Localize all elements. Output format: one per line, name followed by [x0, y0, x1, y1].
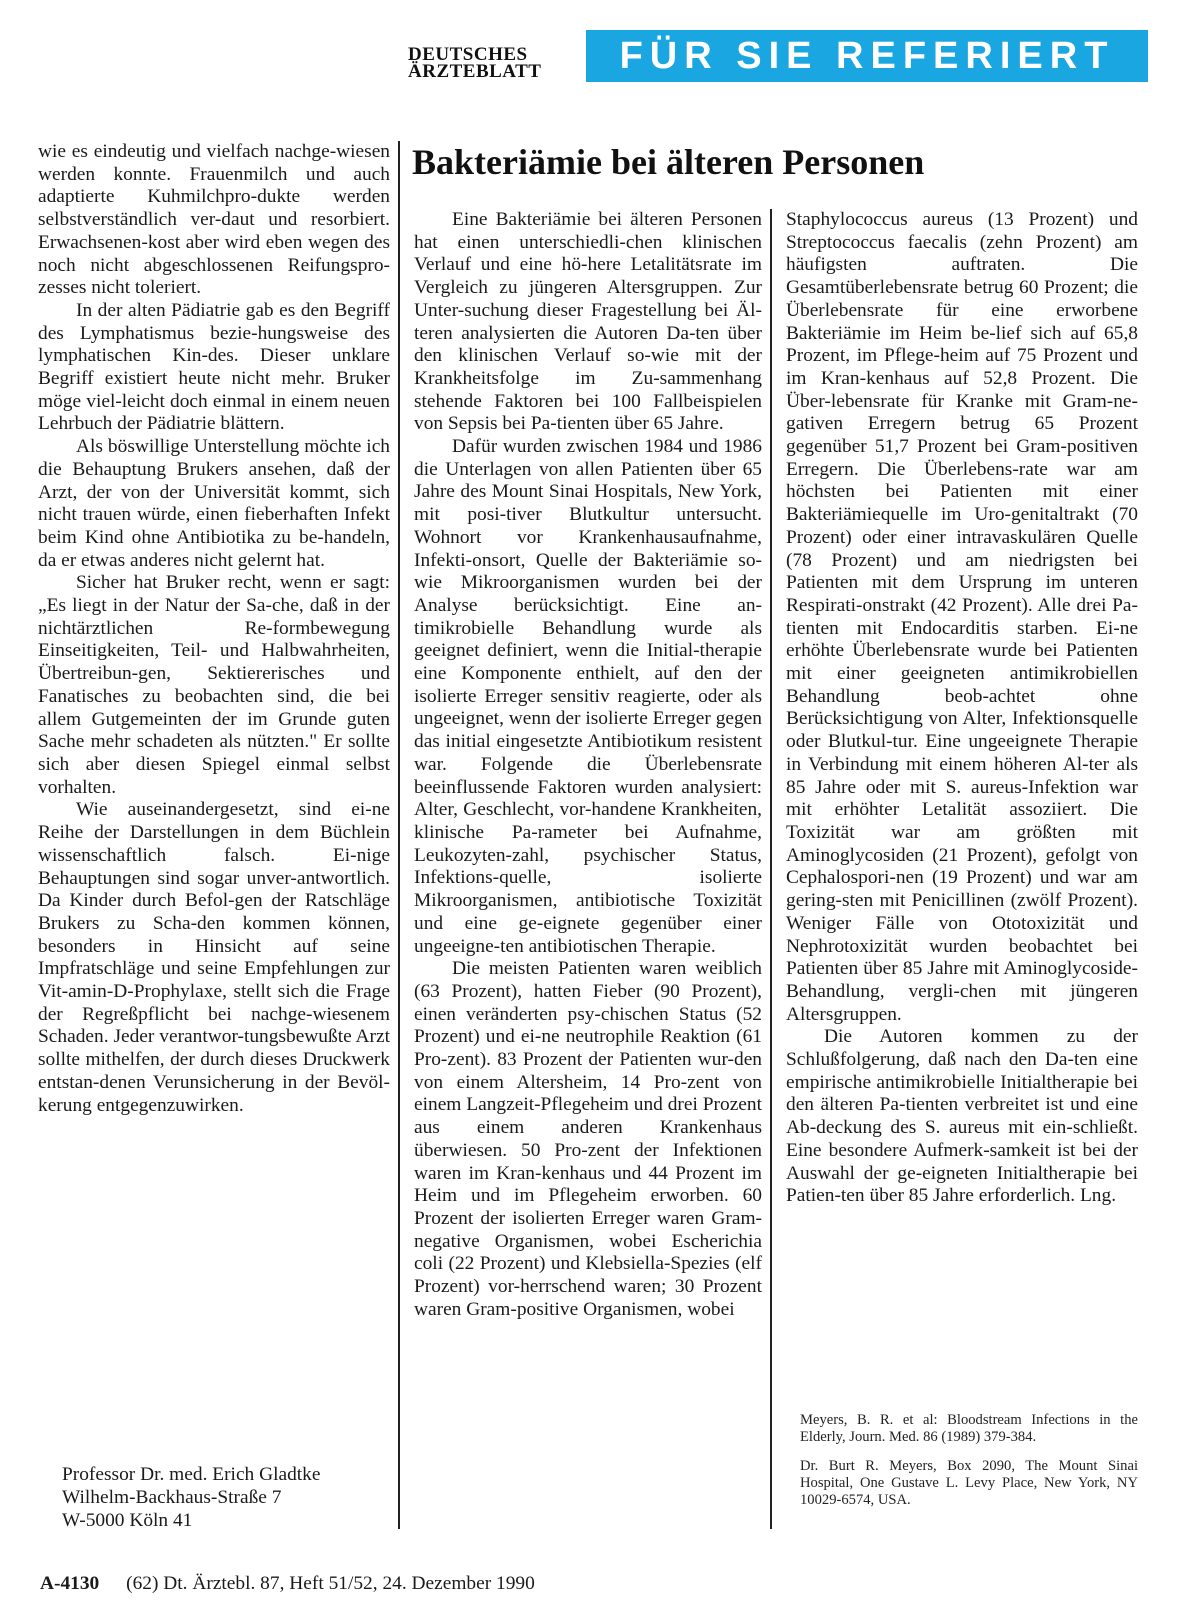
paragraph: wie es eindeutig und vielfach nachge-wiesen werden konnte. Frauenmilch und auch adaptierte Kuhmilchpro-dukte werden selbstverständlich ver-daut und resorbiert. Erwachsenen-kost aber wird eben wegen des noch nicht abgeschlossenen Reifungspro-zesses nicht toleriert.	[38, 141, 390, 299]
author-address	[62, 1463, 392, 1532]
article-column-2	[786, 209, 1138, 1208]
paragraph: Sicher hat Bruker recht, wenn er sagt: „Es liegt in der Natur der Sa-che, daß in der nichtärztlichen Re-formbewegung Einseitigkeiten, Teil- und Halbwahrheiten, Übertreibun-gen, Sektiererisches und Fanatisches zu beobachten sind, die bei allem Gutgemeinten der im Grunde guten Sache mehr schadeten als nützten." Er sollte sich aber diesen Spiegel einmal selbst vorhalten.	[38, 572, 390, 798]
section-banner: FÜR SIE REFERIERT	[586, 30, 1148, 82]
paragraph: Wie auseinandergesetzt, sind ei-ne Reihe der Darstellungen in dem Büchlein wissenschaftlich falsch. Ei-nige Behauptungen sind sogar unver-antwortlich. Da Kinder durch Befol-gen der Ratschläge Brukers zu Scha-den kommen können, besonders in Hinsicht auf seine Impfratschläge und seine Empfehlungen zur Vit-amin-D-Prophylaxe, stellt sich die Frage der Regreßpflicht bei nachge-wiesenem Schaden. Jeder verantwor-tungsbewußte Arzt sollte mithelfen, der durch dieses Druckwerk entstan-denen Verunsicherung in der Bevöl-kerung entgegenzuwirken.	[38, 799, 390, 1116]
journal-logo	[408, 46, 576, 80]
address-line: W-5000 Köln 41	[62, 1510, 193, 1531]
page-footer	[40, 1572, 740, 1596]
article-column-1	[414, 209, 762, 1321]
journal-name-line2: ÄRZTEBLATT	[408, 61, 542, 82]
masthead	[398, 28, 1150, 82]
page-code: A-4130	[40, 1573, 100, 1594]
journal-citation: (62) Dt. Ärztebl. 87, Heft 51/52, 24. Dezember 1990	[126, 1573, 535, 1594]
paragraph: Dafür wurden zwischen 1984 und 1986 die Unterlagen von allen Patienten über 65 Jahre des Mount Sinai Hospitals, New York, mit posi-tiver Blutkultur untersucht. Wohnort vor Krankenhausaufnahme, Infekti-onsort, Quelle der Bakteriämie so-wie Mikroorganismen wurden bei der Analyse berücksichtigt. Eine an-timikrobielle Behandlung wurde als geeignet definiert, wenn die Initial-therapie eine Komponente enthielt, auf den der isolierte Erreger sensitiv reagierte, oder als ungeeignet, wenn der isolierte Erreger gegen das initial eingesetzte Antibiotikum resistent war. Folgende die Überlebensrate beeinflussende Faktoren wurden analysiert: Alter, Geschlecht, vor-handene Krankheiten, klinische Pa-rameter bei Aufnahme, Leukozyten-zahl, psychischer Status, Infektions-quelle, isolierte Mikroorganismen, antibiotische Toxizität und eine ge-eignete gegenüber einer ungeeigne-ten antibiotischen Therapie.	[414, 436, 762, 957]
paragraph: In der alten Pädiatrie gab es den Begriff des Lymphatismus bezie-hungsweise des lymphatischen Kin-des. Dieser unklare Begriff existiert heute nicht mehr. Bruker möge viel-leicht doch einmal in einem neuen Lehrbuch der Pädiatrie blättern.	[38, 299, 390, 435]
column-divider	[770, 209, 772, 1529]
address-line: Professor Dr. med. Erich Gladtke	[62, 1464, 321, 1485]
reference-citation: Meyers, B. R. et al: Bloodstream Infections in the Elderly, Journ. Med. 86 (1989) 379-384.	[800, 1412, 1138, 1445]
paragraph: Staphylococcus aureus (13 Prozent) und Streptococcus faecalis (zehn Prozent) am häufigsten auftraten. Die Gesamtüberlebensrate betrug 60 Prozent; die Überlebensrate für eine erworbene Bakteriämie im Heim be-lief sich auf 65,8 Prozent, im Pflege-heim auf 75 Prozent und im Kran-kenhaus auf 52,8 Prozent. Die Über-lebensrate für Kranke mit Gram-ne-gativen Erregern betrug 65 Prozent gegenüber 51,7 Prozent bei Gram-positiven Erregern. Die Überlebens-rate war am höchsten bei Patienten mit einer Bakteriämiequelle im Uro-genitaltrakt (70 Prozent) oder einer intravaskulären Quelle (78 Prozent) und am niedrigsten bei Patienten mit dem Ursprung im unteren Respirati-onstrakt (42 Prozent). Alle drei Pa-tienten mit Endocarditis starben. Ei-ne erhöhte Überlebensrate wurde bei Patienten mit einer geeigneten antimikrobiellen Behandlung beob-achtet ohne Berücksichtigung von Alter, Infektionsquelle oder Blutkul-tur. Eine ungeeignete Therapie in Verbindung mit einem höheren Al-ter als 85 Jahre oder mit S. aureus-Infektion war mit erhöhter Letalität assoziiert. Die Toxizität war am größten mit Aminoglycosiden (21 Prozent), gefolgt von Cephalospori-nen (19 Prozent) und war am gering-sten mit Penicillinen (zwölf Prozent). Weniger Fälle von Ototoxizität und Nephrotoxizität wurden beobachtet bei Patienten über 85 Jahre mit Aminoglycoside-Behandlung, vergli-chen mit jüngeren Altersgruppen.	[786, 209, 1138, 1025]
paragraph: Als böswillige Unterstellung möchte ich die Behauptung Brukers ansehen, daß der Arzt, der von der Universität kommt, sich nicht trauen würde, einen fieberhaften Infekt beim Kind ohne Antibiotika zu be-handeln, da er etwas anderes nicht gelernt hat.	[38, 436, 390, 571]
column-divider	[398, 141, 400, 1529]
paragraph: Die Autoren kommen zu der Schlußfolgerung, daß nach den Da-ten eine empirische antimikrobielle Initialtherapie bei den älteren Pa-tienten verbreitet ist und eine Ab-deckung des S. aureus mit ein-schließt. Eine besondere Aufmerk-samkeit ist bei der Auswahl der ge-eigneten Initialtherapie bei Patien-ten über 85 Jahre erforderlich. Lng.	[786, 1026, 1138, 1207]
left-column	[38, 141, 390, 1117]
paragraph: Die meisten Patienten waren weiblich (63 Prozent), hatten Fieber (90 Prozent), einen veränderten psy-chischen Status (52 Prozent) und ei-ne neutrophile Reaktion (61 Pro-zent). 83 Prozent der Patienten wur-den von einem Altersheim, 14 Pro-zent von einem Langzeit-Pflegeheim und drei Prozent aus einem anderen Krankenhaus überwiesen. 50 Pro-zent der Infektionen waren im Kran-kenhaus und 44 Prozent im Heim und im Pflegeheim erworben. 60 Prozent der isolierten Erreger waren Gram-negative Organismen, wobei Escherichia coli (22 Prozent) und Klebsiella-Spezies (elf Prozent) vor-herrschend waren; 30 Prozent waren Gram-positive Organismen, wobei	[414, 958, 762, 1320]
reference-contact: Dr. Burt R. Meyers, Box 2090, The Mount Sinai Hospital, One Gustave L. Levy Place, New York, NY 10029-6574, USA.	[800, 1458, 1138, 1508]
paragraph: Eine Bakteriämie bei älteren Personen hat einen unterschiedli-chen klinischen Verlauf und eine hö-here Letalitätsrate im Vergleich zu jüngeren Altersgruppen. Zur Unter-suchung dieser Fragestellung bei Äl-teren analysierten die Autoren Da-ten über den klinischen Verlauf so-wie mit der Krankheitsfolge im Zu-sammenhang stehende Faktoren bei 100 Fallbeispielen von Sepsis bei Pa-tienten über 65 Jahre.	[414, 209, 762, 435]
references	[800, 1412, 1138, 1521]
address-line: Wilhelm-Backhaus-Straße 7	[62, 1487, 282, 1508]
journal-name-line1: DEUTSCHES	[408, 44, 528, 65]
article-headline: Bakteriämie bei älteren Personen	[412, 142, 925, 182]
